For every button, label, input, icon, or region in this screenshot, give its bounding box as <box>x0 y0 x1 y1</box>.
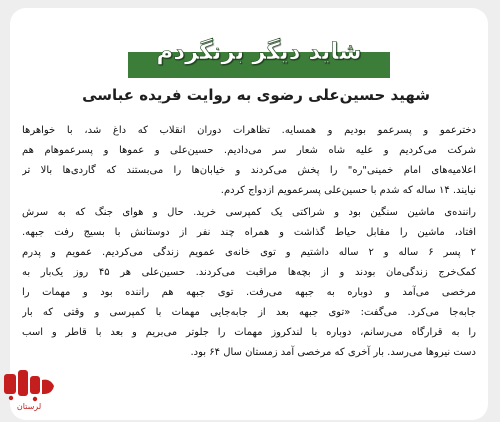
body-line: نیایند. ۱۴ ساله که شدم با حسین‌علی پسرعمویم ازدواج کردم. <box>220 185 476 196</box>
body-line: راننده‌ی ماشین سنگین بود و شراکتی یک کمپرسی خرید. حال و هوای جنگ که به سرش <box>22 207 476 218</box>
body-line: کمک‌خرج زندگی‌مان بودند و از بچه‌ها مراقبت می‌کردند. حسین‌علی هر ۴۵ روز یک‌بار به <box>22 267 476 278</box>
article-subtitle: شهید حسین‌علی رضوی به روایت فریده عباسی <box>82 86 430 104</box>
navid-logo <box>0 368 58 422</box>
body-line: را به قرارگاه می‌رسانم، دوباره با لندکروز مهمات را جلوتر می‌بریم و بعد با قاطر و اسب <box>22 327 476 338</box>
body-line: شرکت می‌کردیم و علیه شاه شعار سر می‌دادیم. حسین‌علی و عموها و پسرعموهام هم <box>22 145 476 156</box>
body-line: جابه‌جا می‌کرد. می‌گفت: «توی جبهه بعد از جابه‌جایی مهمات با کمپرسی و وقتی که بار <box>22 307 476 318</box>
body-line: دست نیروها می‌رسد. بار آخری که مرخصی آمد زمستان سال ۶۴ بود. <box>190 347 476 358</box>
logo-caption: لرستان <box>16 402 42 411</box>
navid-logo-icon <box>2 368 56 402</box>
body-line: ۲ پسر ۶ ساله و ۲ ساله داشتیم و توی خانه‌ی عمویم زندگی می‌کردیم. عمویم و پدرم <box>22 247 476 258</box>
body-line: دخترعمو و پسرعمو بودیم و همسایه. تظاهرات دوران انقلاب که داغ شد، با خواهرها <box>22 125 476 136</box>
body-line: افتاد، ماشین را مقابل حیاط گذاشت و همراه چند نفر از دوستانش با بسیج رفت جبهه. <box>22 227 476 238</box>
body-line: اعلامیه‌های امام خمینی"ره" را پخش می‌کردند و خیابان‌ها را می‌بستند که گاردی‌ها بالا تر <box>22 165 476 176</box>
article-card <box>10 8 488 420</box>
body-line: مرخصی می‌آمد و دوباره به جبهه می‌رفت. توی جبهه هم راننده بود و مهمات را <box>22 287 476 298</box>
article-headline: شاید دیگر برنگردم <box>156 39 362 65</box>
